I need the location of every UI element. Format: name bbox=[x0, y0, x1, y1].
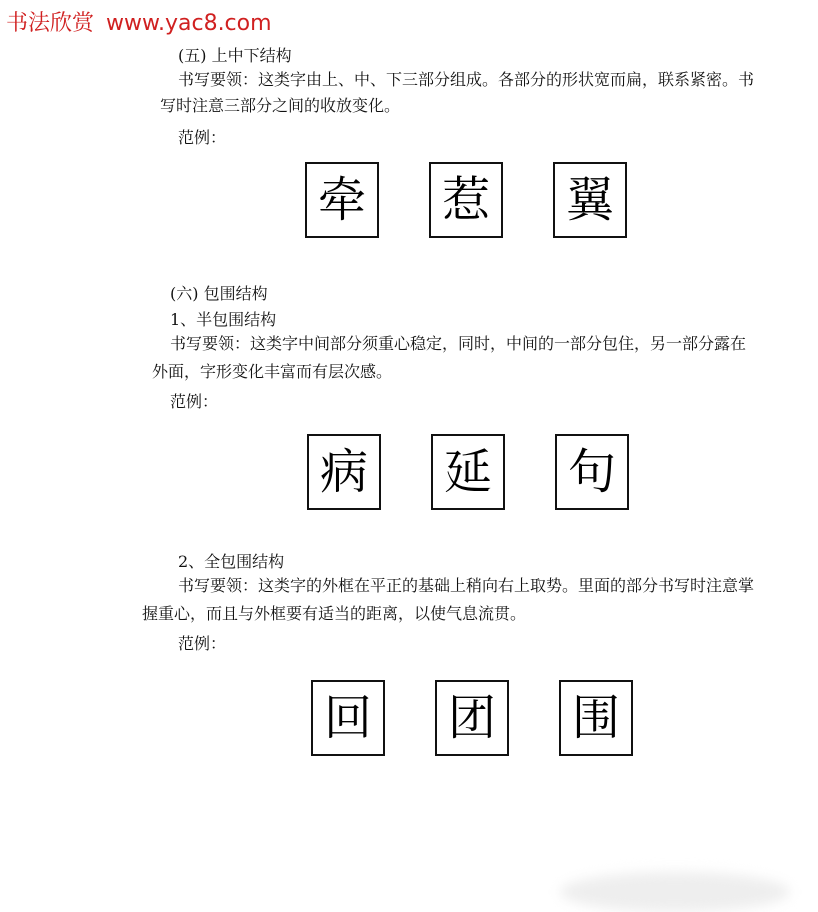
example-char-box: 惹 bbox=[429, 162, 503, 238]
watermark-site: www.yac8.com bbox=[106, 11, 272, 36]
example-char-box: 延 bbox=[431, 434, 505, 510]
section5-heading: (五) 上中下结构 bbox=[178, 46, 292, 65]
watermark-title: 书法欣赏 bbox=[6, 11, 95, 36]
sub2-desc-line2: 握重心，而且与外框要有适当的距离，以使气息流贯。 bbox=[142, 604, 527, 623]
section5-examples-label: 范例： bbox=[178, 128, 227, 147]
example-char-box: 牵 bbox=[305, 162, 379, 238]
scan-smudge bbox=[560, 872, 790, 912]
example-char-box: 回 bbox=[311, 680, 385, 756]
example-char-box: 病 bbox=[307, 434, 381, 510]
example-char-box: 翼 bbox=[553, 162, 627, 238]
sub1-desc-line2: 外面，字形变化丰富而有层次感。 bbox=[152, 362, 393, 381]
example-char-box: 团 bbox=[435, 680, 509, 756]
section5-desc-line2: 写时注意三部分之间的收放变化。 bbox=[160, 96, 401, 115]
section5-examples bbox=[305, 162, 631, 242]
sub2-desc-line1: 书写要领：这类字的外框在平正的基础上稍向右上取势。里面的部分书写时注意掌 bbox=[178, 576, 755, 595]
sub2-examples bbox=[311, 680, 637, 760]
sub1-desc-line1: 书写要领：这类字中间部分须重心稳定，同时，中间的一部分包住，另一部分露在 bbox=[170, 334, 747, 353]
section5-desc-line1: 书写要领：这类字由上、中、下三部分组成。各部分的形状宽而扁，联系紧密。书 bbox=[178, 70, 755, 89]
sub1-heading: 1、半包围结构 bbox=[170, 310, 277, 329]
sub1-examples-label: 范例： bbox=[170, 392, 219, 411]
example-char-box: 句 bbox=[555, 434, 629, 510]
sub2-examples-label: 范例： bbox=[178, 634, 227, 653]
watermark bbox=[6, 6, 272, 37]
section6-heading: (六) 包围结构 bbox=[170, 284, 268, 303]
example-char-box: 围 bbox=[559, 680, 633, 756]
sub2-heading: 2、全包围结构 bbox=[178, 552, 285, 571]
sub1-examples bbox=[307, 434, 633, 514]
